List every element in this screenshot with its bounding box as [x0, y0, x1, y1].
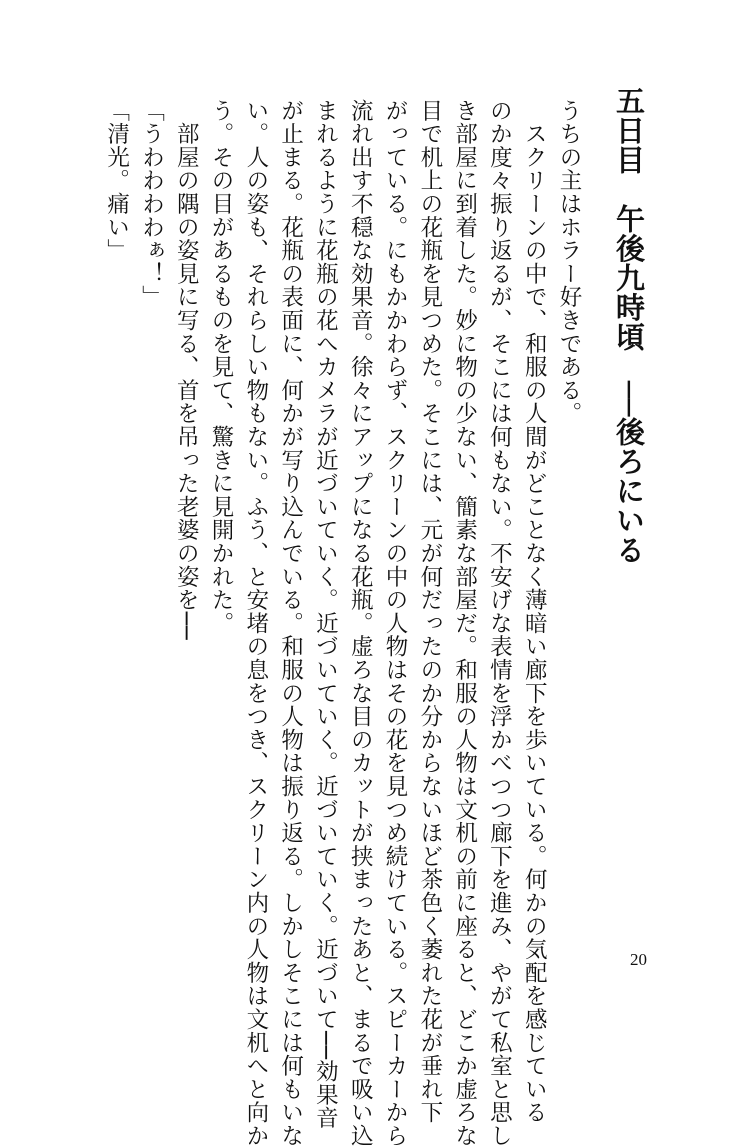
- text-line: うちの主はホラー好きである。: [556, 99, 582, 426]
- text-line: まれるように花瓶の花へカメラが近づいていく。近づいていく。近づいていく。近づいて──効果音: [312, 99, 339, 1130]
- text-line: き部屋に到着した。妙に物の少ない、簡素な部屋だ。和服の人物は文机の前に座ると、どこか虚ろな: [451, 99, 478, 1148]
- text-line: スクリーンの中で、和服の人間がどことなく薄暗い廊下を歩いている。何かの気配を感じている: [521, 99, 548, 1125]
- dialogue-line: 「うわわわわぁ！」: [138, 99, 165, 309]
- text-line: 目で机上の花瓶を見つめた。そこには、元が何だったのか分からないほど茶色く萎れた花が垂れ下: [416, 99, 443, 1125]
- text-line: がっている。にもかかわらず、スクリーンの中の人物はその花を見つめ続けている。スピーカーから: [382, 99, 409, 1148]
- text-line: 流れ出す不穏な効果音。徐々にアップになる花瓶。虚ろな目のカットが挟まったあと、まるで吸い込: [347, 99, 374, 1148]
- text-line: が止まる。花瓶の表面に、何かが写り込んでいる。和服の人物は振り返る。しかしそこには何もいな: [277, 99, 304, 1148]
- text-line: のか度々振り返るが、そこには何もない。不安げな表情を浮かべつつ廊下を進み、やがて私室と思し: [486, 99, 513, 1148]
- dialogue-line: 「清光。痛い」: [103, 99, 130, 263]
- chapter-title: 五日目 午後九時頃 ──後ろにいる: [612, 86, 646, 565]
- text-line: い。人の姿も、それらしい物もない。ふう、と安堵の息をつき、スクリーン内の人物は文机へと向か: [242, 99, 269, 1148]
- page-number: 20: [630, 950, 647, 969]
- body-text: [99, 99, 586, 1148]
- text-line: う。その目があるものを見て、驚きに見開かれた。: [208, 99, 235, 635]
- text-line: 部屋の隅の姿見に写る、首を吊った老婆の姿を──: [173, 99, 200, 641]
